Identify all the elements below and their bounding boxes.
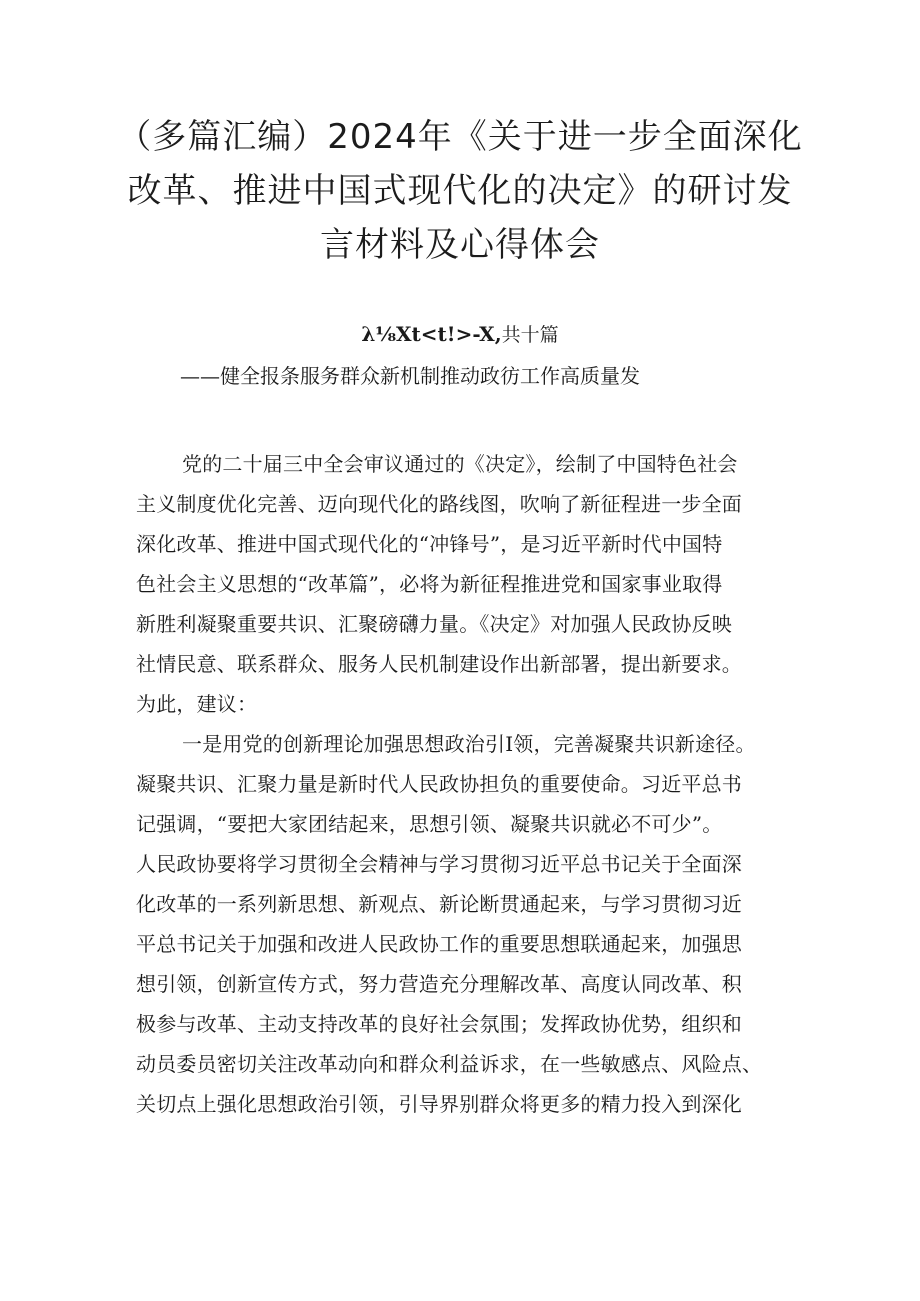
body-line: 动员委员密切关注改革动向和群众利益诉求，在一些敏感点、风险点、: [136, 1052, 763, 1076]
body-line: 党的二十届三中全会审议通过的《决定》，绘制了中国特色社会: [182, 452, 738, 476]
body-line: 社情民意、联系群众、服务人民机制建设作出新部署，提出新要求。: [136, 652, 742, 676]
body-line: 凝聚共识、汇聚力量是新时代人民政协担负的重要使命。习近平总书: [136, 772, 742, 796]
document-title: [60, 110, 860, 272]
body-line: 记强调，“要把大家团结起来，思想引领、凝聚共识就必不可少”。: [136, 812, 723, 836]
body-line: 深化改革、推进中国式现代化的“冲锋号”，是习近平新时代中国特: [136, 532, 723, 556]
document-subtitle: [60, 318, 860, 351]
body-line: 新胜利凝聚重要共识、汇聚磅礴力量。《决定》对加强人民政协反映: [136, 612, 732, 636]
section-heading: ——健全报条服务群众新机制推动政彷工作高质量发: [180, 364, 640, 388]
body-line: 关切点上强化思想政治引领，引导界别群众将更多的精力投入到深化: [136, 1092, 742, 1116]
title-line: （多篇汇编）2024年《关于进一步全面深化: [117, 117, 803, 157]
body-line: 一是用党的创新理论加强思想政治引I领，完善凝聚共识新途径。: [182, 732, 756, 756]
body-line: 想引领，创新宣传方式，努力营造充分理解改革、高度认同改革、积: [136, 972, 742, 996]
body-line: 色社会主义思想的“改革篇”，必将为新征程推进党和国家事业取得: [136, 572, 723, 596]
body-line: 为此，建议：: [136, 692, 258, 716]
subtitle-main: λ⅛Xt<t!>-X,: [361, 322, 502, 346]
body-line: 主义制度优化完善、迈向现代化的路线图，吹响了新征程进一步全面: [136, 492, 742, 516]
body-line: 人民政协要将学习贯彻全会精神与学习贯彻习近平总书记关于全面深: [136, 852, 742, 876]
title-line: 改革、推进中国式现代化的决定》的研讨发: [127, 171, 793, 211]
body-line: 平总书记关于加强和改进人民政协工作的重要思想联通起来，加强思: [136, 932, 742, 956]
title-line: 言材料及心得体会: [320, 225, 600, 265]
body-line: 化改革的一系列新思想、新观点、新论断贯通起来，与学习贯彻习近: [136, 892, 742, 916]
subtitle-suffix: 共十篇: [501, 324, 559, 346]
body-line: 极参与改革、主动支持改革的良好社会氛围；发挥政协优势，组织和: [136, 1012, 742, 1036]
document-body: [136, 444, 796, 1124]
